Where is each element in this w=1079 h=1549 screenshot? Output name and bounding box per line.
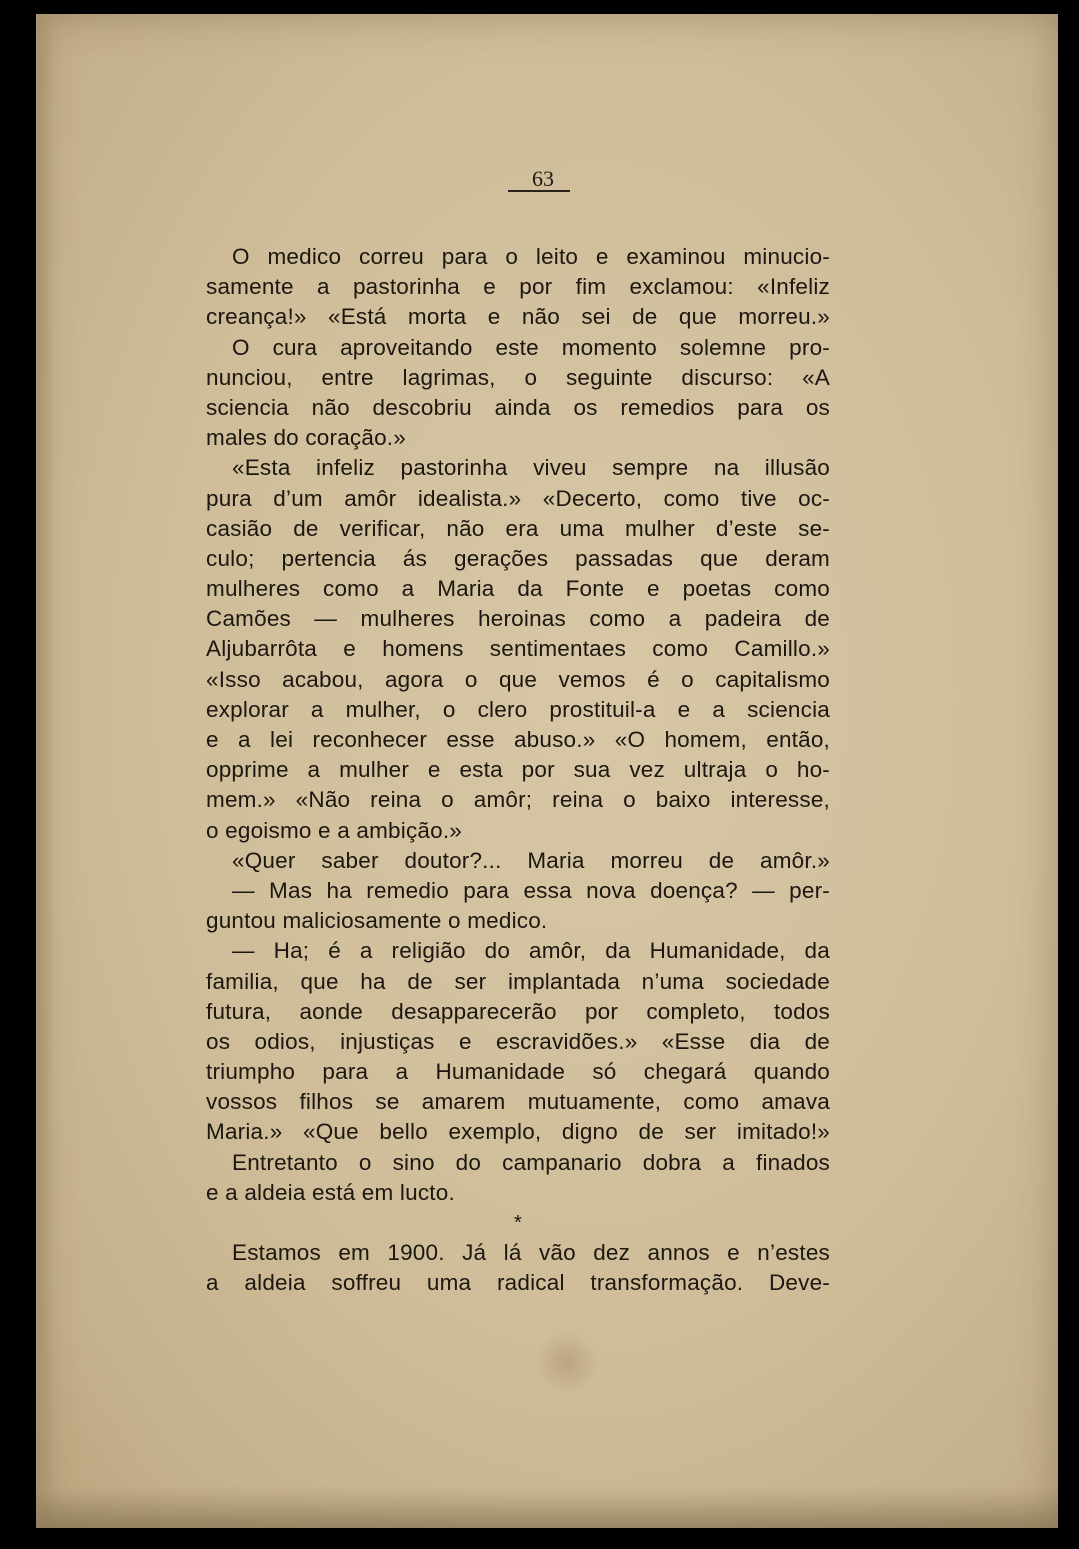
- text-line: a aldeia soffreu uma radical transformação. Deve-: [206, 1270, 830, 1296]
- text-line: nunciou, entre lagrimas, o seguinte discurso: «A: [206, 364, 830, 390]
- text-line: mulheres como a Maria da Fonte e poetas como: [206, 576, 830, 602]
- text-line: e a aldeia está em lucto.: [206, 1179, 455, 1205]
- text-line: pura d’um amôr idealista.» «Decerto, como tive oc-: [206, 485, 830, 511]
- text-line: — Mas ha remedio para essa nova doença? — per-: [232, 877, 830, 903]
- page-bottom-edge-shadow: [36, 1488, 1058, 1528]
- paper-stain: [532, 1332, 602, 1392]
- page-number-rule: [508, 190, 570, 192]
- text-line: — Ha; é a religião do amôr, da Humanidade, da: [232, 938, 830, 964]
- text-line: Entretanto o sino do campanario dobra a finados: [232, 1149, 830, 1175]
- text-line: sciencia não descobriu ainda os remedios para os: [206, 394, 830, 420]
- text-line: «Esta infeliz pastorinha viveu sempre na illusão: [232, 455, 830, 481]
- text-line: Maria.» «Que bello exemplo, digno de ser imitado!»: [206, 1119, 830, 1145]
- text-line: vossos filhos se amarem mutuamente, como amava: [206, 1089, 830, 1115]
- text-line: samente a pastorinha e por fim exclamou: «Infeliz: [206, 274, 830, 300]
- text-line: culo; pertencia ás gerações passadas que deram: [206, 545, 830, 571]
- text-line: males do coração.»: [206, 425, 406, 451]
- text-line: familia, que ha de ser implantada n’uma sociedade: [206, 968, 830, 994]
- text-line: triumpho para a Humanidade só chegará quando: [206, 1059, 830, 1085]
- body-text: [206, 242, 830, 1299]
- page-number: 63: [532, 166, 554, 191]
- text-line: opprime a mulher e esta por sua vez ultraja o ho-: [206, 757, 830, 783]
- text-line: Camões — mulheres heroinas como a padeira de: [206, 606, 830, 632]
- text-line: creança!» «Está morta e não sei de que morreu.»: [206, 304, 830, 330]
- text-line: casião de verificar, não era uma mulher d’este se-: [206, 515, 830, 541]
- text-line: o egoismo e a ambição.»: [206, 817, 463, 843]
- text-line: O cura aproveitando este momento solemne pro-: [232, 334, 830, 360]
- text-line: futura, aonde desapparecerão por completo, todos: [206, 998, 830, 1024]
- text-line: Estamos em 1900. Já lá vão dez annos e n’estes: [232, 1240, 830, 1266]
- book-page: [36, 14, 1058, 1528]
- page-left-edge-shadow: [36, 14, 54, 1528]
- section-separator: *: [514, 1212, 522, 1234]
- text-line: e a lei reconhecer esse abuso.» «O homem, então,: [206, 727, 830, 752]
- text-line: «Isso acabou, agora o que vemos é o capitalismo: [206, 666, 830, 692]
- text-line: explorar a mulher, o clero prostituil-a e a sciencia: [206, 696, 830, 722]
- text-line: Aljubarrôta e homens sentimentaes como Camillo.»: [206, 636, 830, 662]
- text-line: guntou maliciosamente o medico.: [206, 908, 548, 934]
- text-line: «Quer saber doutor?... Maria morreu de amôr.»: [232, 847, 830, 873]
- text-line: os odios, injustiças e escravidões.» «Esse dia de: [206, 1028, 830, 1054]
- text-line: O medico correu para o leito e examinou minucio-: [232, 244, 830, 269]
- text-line: mem.» «Não reina o amôr; reina o baixo interesse,: [206, 787, 830, 813]
